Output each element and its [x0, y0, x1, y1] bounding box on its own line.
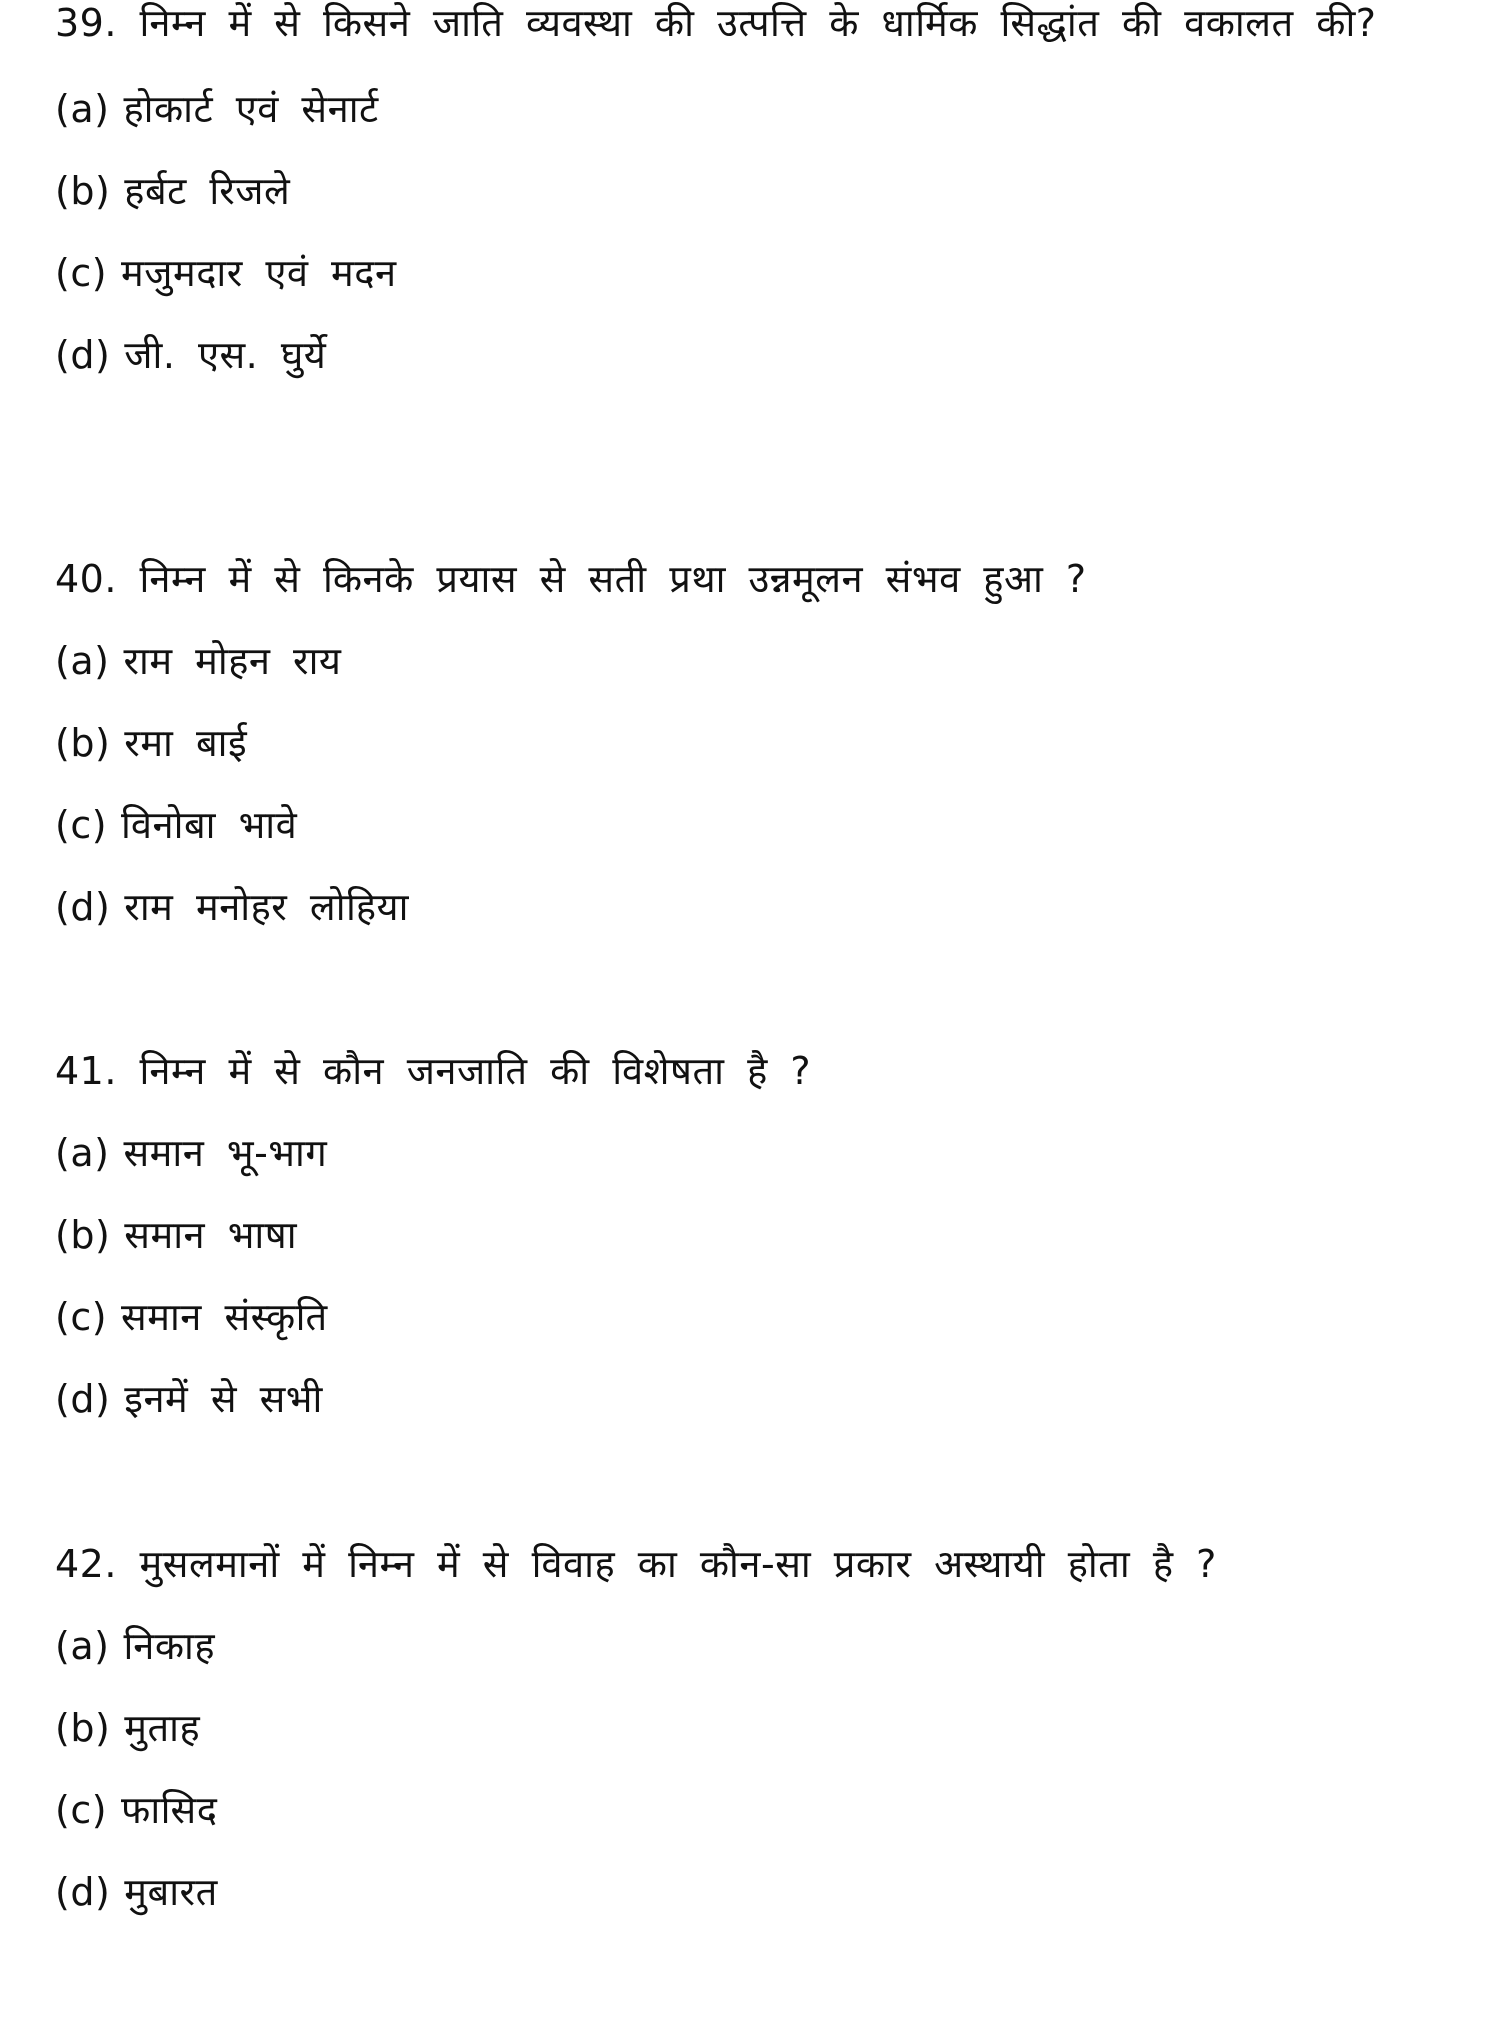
option-marker: (a)	[55, 1131, 110, 1175]
option-marker: (b)	[55, 1213, 111, 1257]
option-marker: (b)	[55, 169, 111, 213]
option-text: राम मोहन राय	[123, 639, 342, 683]
option-marker: (c)	[55, 251, 108, 295]
question-42	[55, 1533, 1425, 1923]
option-text: मुताह	[124, 1706, 201, 1750]
option-marker: (d)	[55, 333, 111, 377]
option-marker: (d)	[55, 1870, 111, 1914]
question-39	[55, 0, 1425, 386]
question-text	[55, 1533, 1425, 1595]
question-body: मुसलमानों में निम्न में से विवाह का कौन-सा प्रकार अस्थायी होता है ?	[139, 1542, 1217, 1586]
option-text: इनमें से सभी	[124, 1377, 323, 1421]
option-text: हर्बट रिजले	[124, 169, 291, 213]
option-text: होकार्ट एवं सेनार्ट	[123, 87, 379, 131]
option-marker: (a)	[55, 1624, 110, 1668]
option-b	[55, 1697, 1425, 1759]
option-d	[55, 1861, 1425, 1923]
option-marker: (c)	[55, 1788, 108, 1832]
option-text: निकाह	[123, 1624, 216, 1668]
option-marker: (a)	[55, 87, 110, 131]
question-number: 41.	[55, 1049, 117, 1093]
option-marker: (c)	[55, 1295, 108, 1339]
option-c	[55, 1286, 1425, 1348]
question-text	[55, 548, 1425, 610]
option-marker: (d)	[55, 1377, 111, 1421]
question-body: निम्न में से किसने जाति व्यवस्था की उत्पत्ति के धार्मिक सिद्धांत की वकालत की?	[139, 1, 1377, 45]
option-text: राम मनोहर लोहिया	[124, 885, 409, 929]
question-text	[55, 1040, 1425, 1102]
option-marker: (d)	[55, 885, 111, 929]
question-body: निम्न में से किनके प्रयास से सती प्रथा उन्नमूलन संभव हुआ ?	[139, 557, 1087, 601]
option-text: मजुमदार एवं मदन	[121, 251, 397, 295]
option-a	[55, 630, 1425, 692]
question-text	[55, 0, 1425, 58]
option-marker: (b)	[55, 1706, 111, 1750]
option-text: समान भू-भाग	[123, 1131, 328, 1175]
option-d	[55, 324, 1425, 386]
option-text: रमा बाई	[124, 721, 248, 765]
option-a	[55, 78, 1425, 140]
option-marker: (b)	[55, 721, 111, 765]
option-text: फासिद	[121, 1788, 218, 1832]
option-c	[55, 1779, 1425, 1841]
option-c	[55, 242, 1425, 304]
option-marker: (c)	[55, 803, 108, 847]
option-text: मुबारत	[124, 1870, 218, 1914]
question-body: निम्न में से कौन जनजाति की विशेषता है ?	[139, 1049, 811, 1093]
option-b	[55, 712, 1425, 774]
option-b	[55, 160, 1425, 222]
question-number: 40.	[55, 557, 117, 601]
option-b	[55, 1204, 1425, 1266]
option-d	[55, 876, 1425, 938]
option-text: समान संस्कृति	[121, 1295, 328, 1339]
option-text: जी. एस. घुर्ये	[124, 333, 327, 377]
option-a	[55, 1122, 1425, 1184]
question-41	[55, 1040, 1425, 1430]
question-number: 39.	[55, 1, 117, 45]
option-text: विनोबा भावे	[121, 803, 298, 847]
question-number: 42.	[55, 1542, 117, 1586]
option-text: समान भाषा	[124, 1213, 298, 1257]
option-c	[55, 794, 1425, 856]
question-40	[55, 548, 1425, 938]
option-d	[55, 1368, 1425, 1430]
option-marker: (a)	[55, 639, 110, 683]
option-a	[55, 1615, 1425, 1677]
